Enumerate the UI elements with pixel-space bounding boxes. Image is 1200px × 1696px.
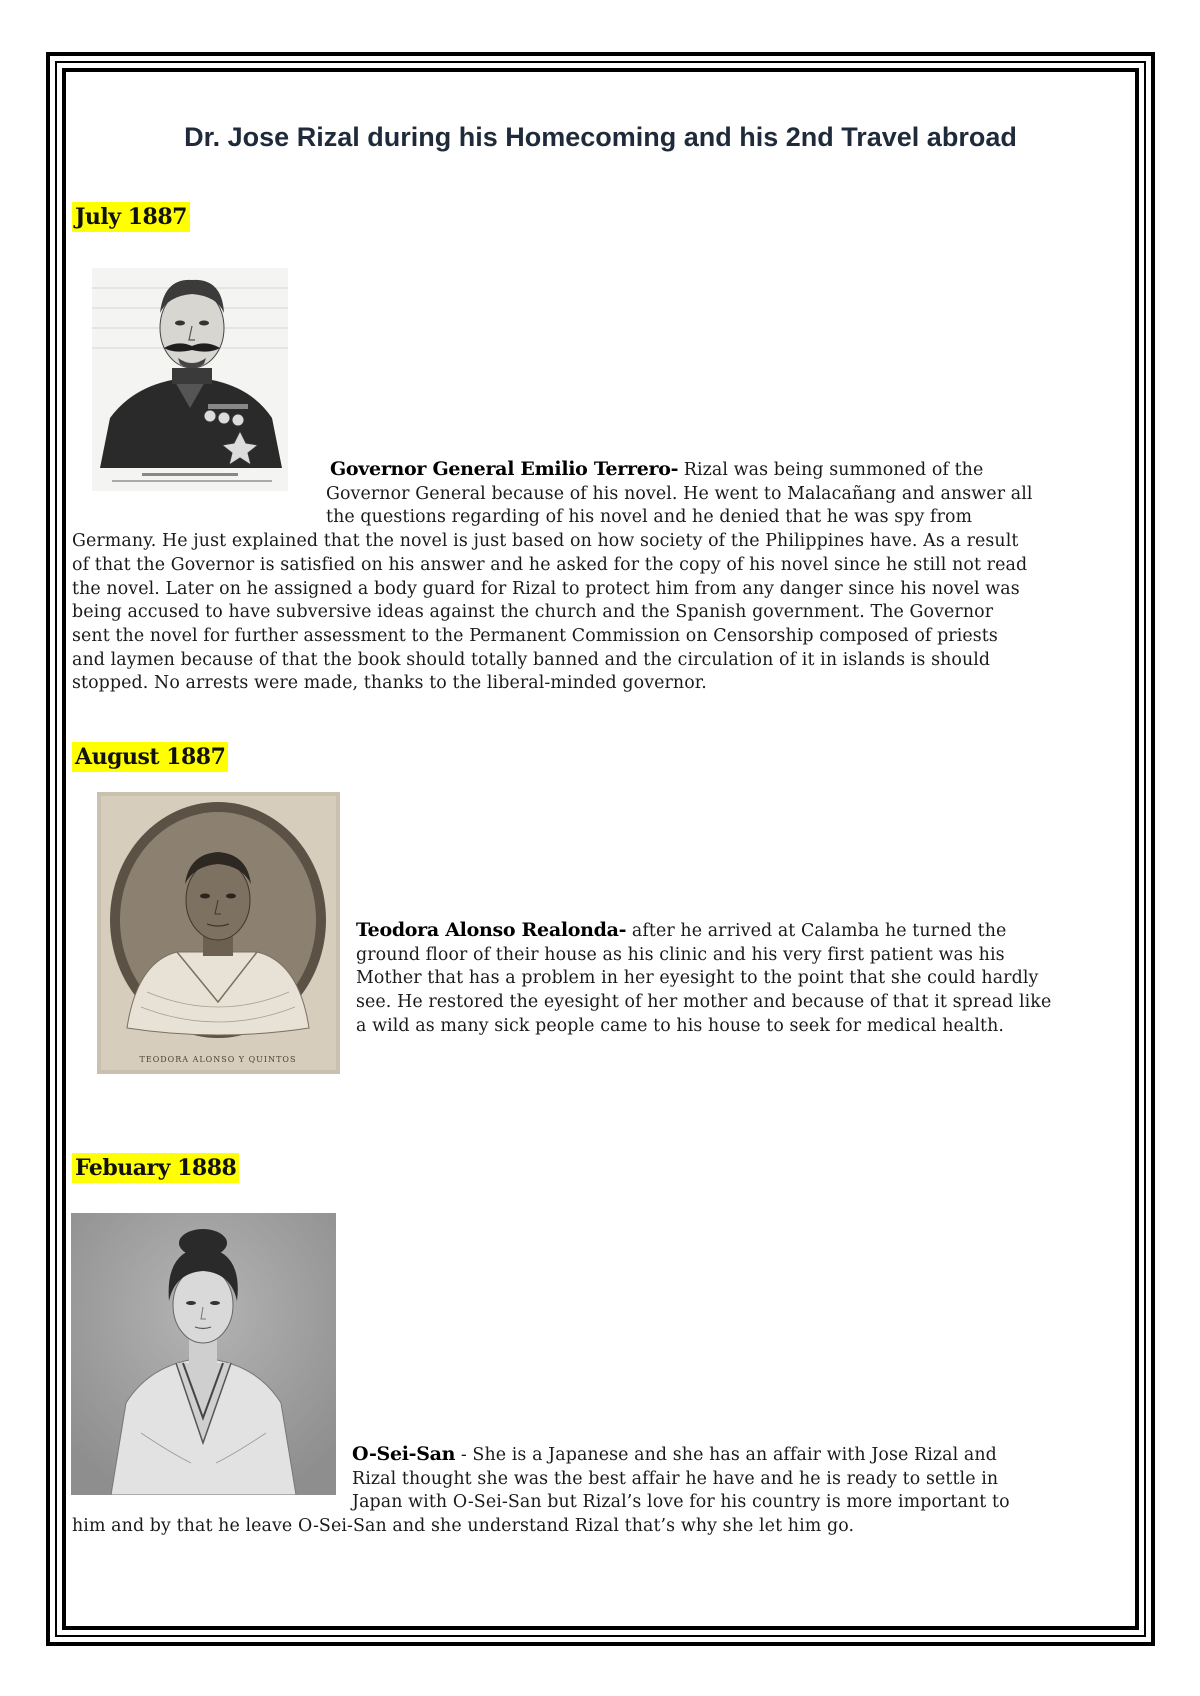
teodora-name: Teodora Alonso Realonda- [356,919,627,941]
terrero-text-line: and laymen because of that the book should totally banned and the circulation of it in islands is should [72,649,991,670]
teodora-portrait-image [97,792,340,1074]
page-title: Dr. Jose Rizal during his Homecoming and his 2nd Travel abroad [184,122,1017,152]
teodora-vintage-photo-graphic [97,792,340,1074]
terrero-paragraph [72,458,1132,696]
teodora-text-line: see. He restored the eyesight of her mother and because of that it spread like [356,992,1052,1013]
terrero-text-line: being accused to have subversive ideas against the church and the Spanish government. The Governor [72,602,994,623]
terrero-text-line: Germany. He just explained that the novel is just based on how society of the Philippines have. As a result [72,531,1019,552]
o-sei-san-text-line: Japan with O-Sei-San but Rizal’s love for his country is more important to [352,1492,1010,1513]
teodora-text-line: ground floor of their house as his clinic and his very first patient was his [356,944,1005,965]
terrero-text-line: sent the novel for further assessment to the Permanent Commission on Censorship composed of priests [72,625,998,646]
o-sei-san-text-line: Rizal thought she was the best affair he have and he is ready to settle in [352,1468,999,1489]
terrero-text-line: of that the Governor is satisfied on his answer and he asked for the copy of his novel since he still not read [72,554,1028,575]
terrero-name: Governor General Emilio Terrero- [330,458,679,480]
o-sei-san-paragraph [72,1443,1142,1539]
terrero-text-line: Rizal was being summoned of the [678,460,984,480]
teodora-text-line: after he arrived at Calamba he turned the [626,921,1007,941]
date-heading-august-1887: August 1887 [72,742,228,772]
teodora-text-line: a wild as many sick people came to his house to seek for medical health. [356,1015,1005,1036]
o-sei-san-text-line: him and by that he leave O-Sei-San and she understand Rizal that’s why she let him go. [72,1516,855,1537]
o-sei-san-portrait-image [71,1213,336,1495]
teodora-photo-caption: TEODORA ALONSO Y QUINTOS [139,1055,297,1064]
date-heading-july-1887: July 1887 [72,202,190,232]
terrero-text-line: Governor General because of his novel. He went to Malacañang and answer all [326,483,1033,504]
o-sei-san-name: O-Sei-San [352,1443,456,1465]
terrero-text-line: stopped. No arrests were made, thanks to the liberal-minded governor. [72,673,707,694]
terrero-text-line: the questions regarding of his novel and he denied that he was spy from [326,507,973,528]
date-heading-febuary-1888: Febuary 1888 [72,1153,239,1183]
o-sei-san-photo-graphic [71,1213,336,1495]
teodora-paragraph [356,919,1136,1039]
teodora-text-line: Mother that has a problem in her eyesight to the point that she could hardly [356,968,1039,989]
terrero-text-line: the novel. Later on he assigned a body guard for Rizal to protect him from any danger since his novel was [72,578,1020,599]
o-sei-san-text-line: - She is a Japanese and she has an affair with Jose Rizal and [455,1445,997,1465]
